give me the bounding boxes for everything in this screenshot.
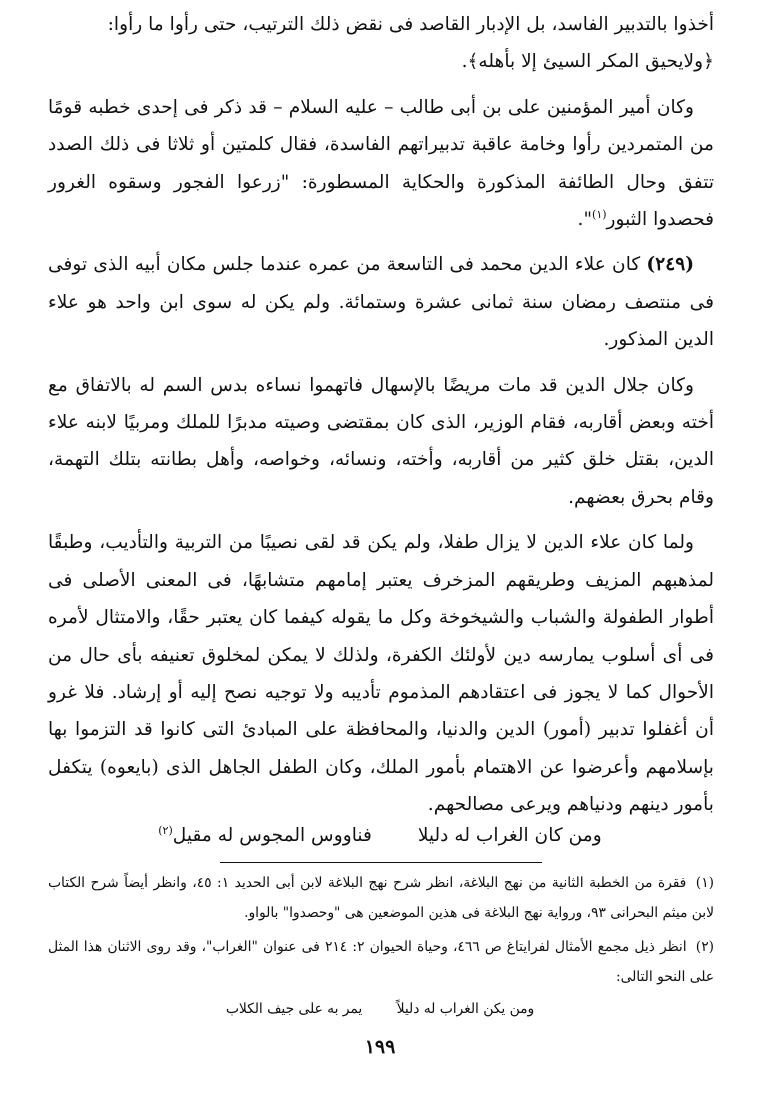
- paragraph-1-text: أخذوا بالتدبير الفاسد، بل الإدبار القاصد فى نقض ذلك الترتيب، حتى رأوا ما رأوا:: [107, 14, 714, 35]
- verse-hemistich-1: ومن كان الغراب له دليلا: [417, 825, 602, 846]
- footnote-verse: [60, 996, 700, 1022]
- footnote-2-number: (٢): [695, 939, 714, 955]
- main-text: [48, 6, 714, 824]
- poem-verse: [60, 820, 700, 852]
- verse-hemistich-2: [158, 820, 372, 852]
- verse-hemistich-2-text: فناووس المجوس له مقيل: [172, 825, 372, 846]
- footnote-2-text: انظر ذيل مجمع الأمثال لفرايتاغ ص ٤٦٦، وحياة الحيوان ٢: ٢١٤ فى عنوان "الغراب"، وقد روى الاثنان هذا المثل على النحو التالى:: [48, 939, 714, 985]
- footnote-1-number: (١): [695, 875, 714, 891]
- page-number: ١٩٩: [364, 1036, 396, 1058]
- paragraph-5: [48, 524, 714, 823]
- paragraph-4: [48, 367, 714, 517]
- paragraph-1: [48, 6, 714, 43]
- footnote-divider: [220, 862, 542, 863]
- paragraph-2-text: وكان أمير المؤمنين على بن أبى طالب – عليه السلام – قد ذكر فى إحدى خطبه قومًا من المتمردين رأوا وخامة عاقبة تدبيراتهم الفاسدة، فقال كلمتين أو ثلاثا فى ذلك الصدد تتفق وحال الطائفة المذكورة والحكاية المسطورة: "زرعوا الفجور وسقوه الغرور فحصدوا الثبور: [48, 96, 714, 231]
- footnote-2: [48, 932, 714, 992]
- paragraph-3: [48, 246, 714, 358]
- footnote-ref-2: (٢): [158, 823, 173, 837]
- paragraph-2-end: ".: [577, 209, 593, 231]
- footnote-verse-hemistich-2: يمر به على جيف الكلاب: [225, 1001, 363, 1017]
- quran-quote-text: ﴿ولايحيق المكر السيئ إلا بأهله﴾.: [461, 51, 714, 73]
- footnote-1: [48, 868, 714, 928]
- footnote-ref-1: (١): [592, 207, 607, 221]
- footnote-1-text: فقرة من الخطبة الثانية من نهج البلاغة، انظر شرح نهج البلاغة لابن أبى الحديد ١: ٤٥، وانظر أيضاً شرح الكتاب لابن ميثم البحرانى ٩٣، ورواية نهج البلاغة فى هذين الموضعين هى "وحصدوا" بالواو.: [48, 875, 714, 921]
- paragraph-2: [48, 89, 714, 239]
- footnote-verse-hemistich-1: ومن يكن الغراب له دليلاً: [396, 1001, 535, 1017]
- section-number: (٢٤٩): [646, 254, 694, 276]
- paragraph-4-text: وكان جلال الدين قد مات مريضًا بالإسهال فاتهموا نساءه بدس السم له بالاتفاق مع أخته وبعض أقاربه، فقام الوزير، الذى كان بمقتضى وصيته مدبرًا للملك ومربيًا لابنه علاء الدين، بقتل خلق كثير من أقاربه، وأخته، ونسائه، وخواصه، وأهل بطانته بتلك التهمة، وقام بحرق بعضهم.: [48, 374, 714, 508]
- quran-quote: [48, 43, 714, 80]
- paragraph-3-text: كان علاء الدين محمد فى التاسعة من عمره عندما جلس مكان أبيه الذى توفى فى منتصف رمضان سنة ثمانى عشرة وستمائة. ولم يكن له سوى ابن واحد هو علاء الدين المذكور.: [48, 254, 714, 351]
- paragraph-5-text: ولما كان علاء الدين لا يزال طفلا، ولم يكن قد لقى نصيبًا من التربية والتأديب، وطبقًا لمذهبهم المزيف وطريقهم المزخرف يعتبر إمامهم متشابهًا، فى المعنى الأصلى فى أطوار الطفولة والشباب والشيخوخة وكل ما يقوله كيفما كان يعتبر حقًا، والامتثال لأمره فى أى أسلوب يمارسه دين لأولئك الكفرة، ولذلك لا يمكن لمخلوق تعنيفه بأى حال من الأحوال كما لا يجوز فى اعتقادهم المذموم تأديبه ولا توجيه نصح إليه أو إرشاد. فلا غرو أن أغفلوا تدبير (أمور) الدين والدنيا، والمحافظة على المبادئ التى كانوا قد التزموا بها بإسلامهم وأعرضوا عن الاهتمام بأمور الملك، وكان الطفل الجاهل الذى (بايعوه) يتكفل بأمور دينهم ودنياهم ويرعى مصالحهم.: [48, 532, 714, 816]
